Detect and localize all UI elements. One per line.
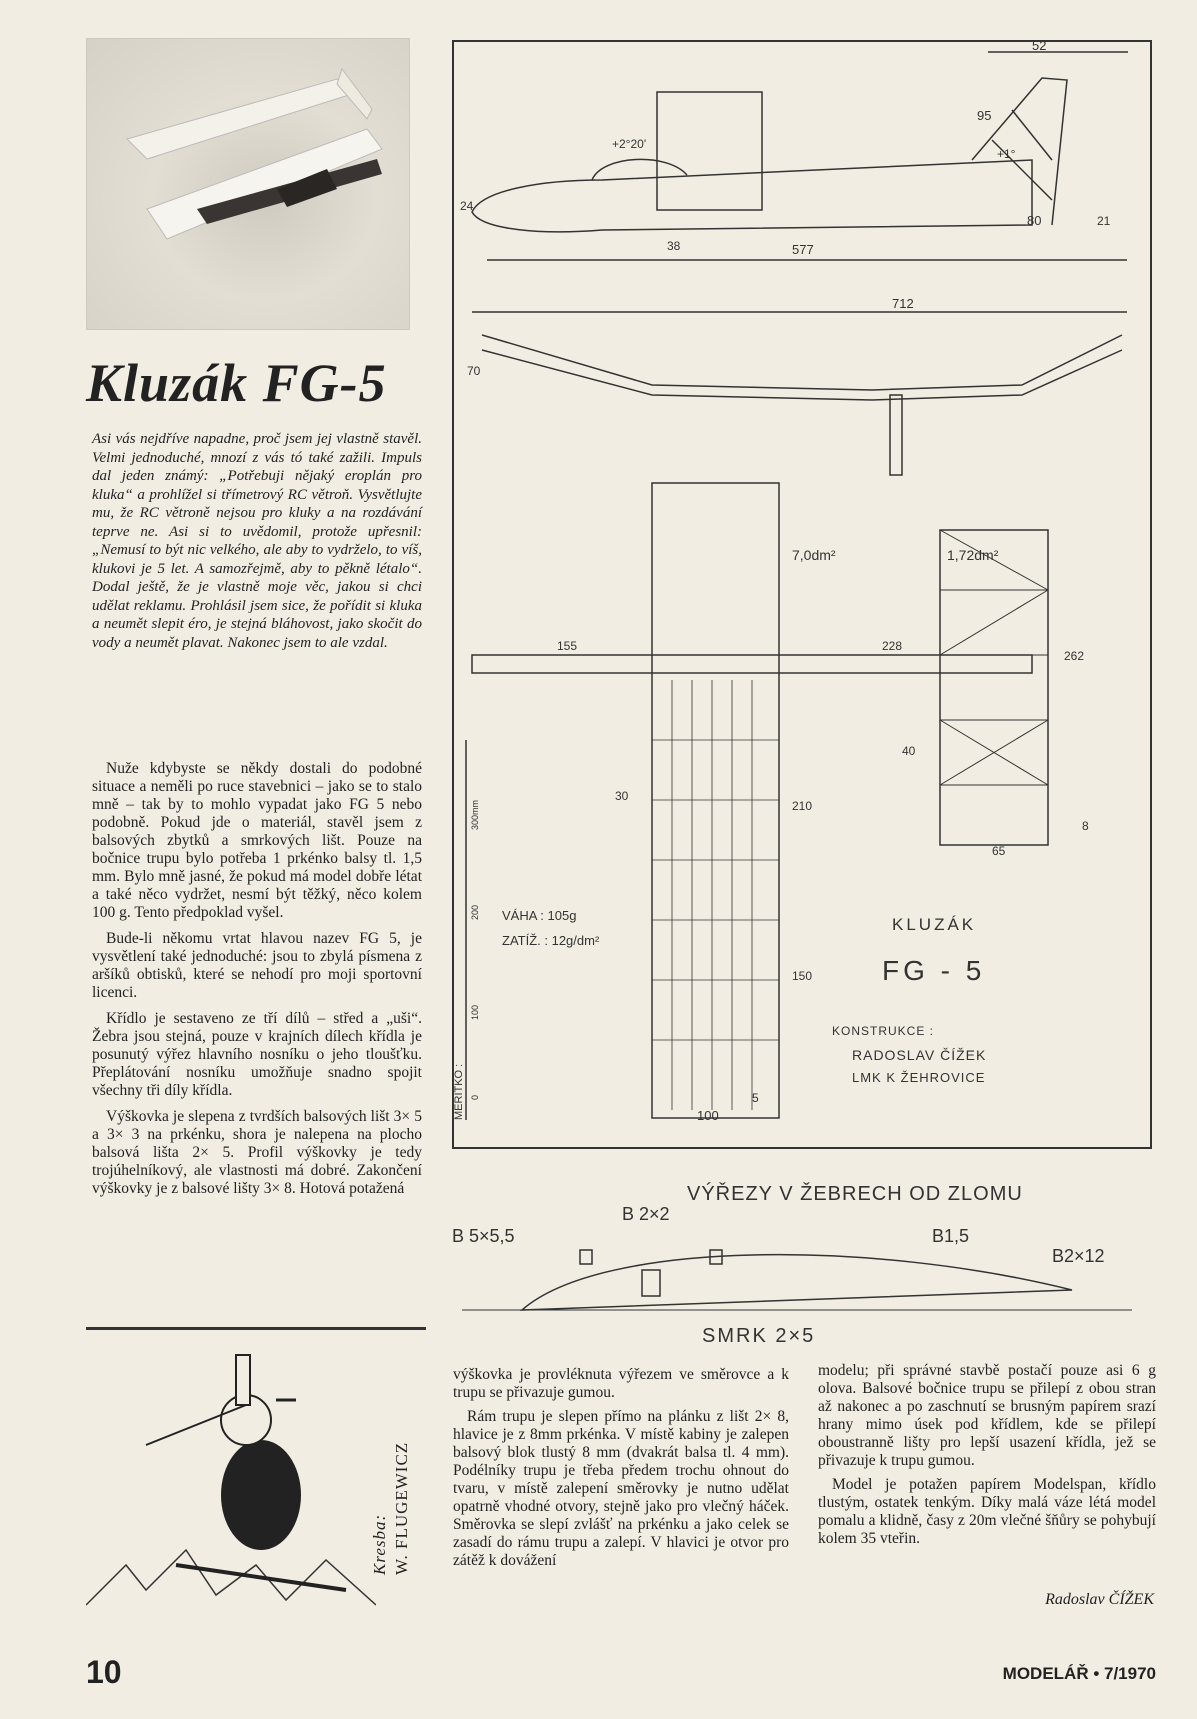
dim-label: 70 (467, 364, 481, 378)
dim-label: 95 (977, 108, 992, 123)
cartoon-credit-name: W. FLUGEWICZ (392, 1441, 411, 1575)
dim-label: 24 (460, 199, 474, 213)
magazine-footer: MODELÁŘ • 7/1970 (1002, 1664, 1156, 1683)
glider-photo-illustration (87, 39, 409, 329)
dim-label: 712 (892, 296, 914, 311)
dim-label: 80 (1027, 213, 1042, 228)
model-label: KLUZÁK (892, 915, 977, 934)
paragraph: Bude-li někomu vrtat hlavou nazev FG 5, je vysvětlení také jednoduché: jsou to zbylá písmena z aršíků obtisků, které se nehodí pro moji sportovní licenci. (92, 930, 422, 1001)
load-label: ZATÍŽ. : 12g/dm² (502, 933, 600, 948)
dim-label: 100 (697, 1108, 719, 1123)
rib-title: VÝŘEZY V ŽEBRECH OD ZLOMU (687, 1183, 1023, 1205)
rib-label: B1,5 (932, 1226, 970, 1246)
designer-name: RADOSLAV ČÍŽEK (852, 1047, 987, 1063)
rib-section (452, 1170, 1152, 1355)
dim-label: 228 (882, 639, 903, 653)
article-intro: Asi vás nejdříve napadne, proč jsem jej vlastně stavěl. Velmi jednoduché, mnozí z vás tó také zažili. Impuls dal jeden známý: „Potřebuji nějaký eroplán pro kluka“ a prohlížel si třímetrový RC větroň. Vysvětlujte mu, že RC větroně nejsou pro kluky a na rozdávání teprve ne. Asi si to uvědomil, protože upřesnil: „Nemusí to být nic velkého, ale aby to vydrželo, to víš, klukovi je 5 let. A samozřejmě, aby to pěkně létalo“. Dodal ještě, že je vlastně moje věc, jakou si chci udělat reklamu. Prohlásil jsem sice, že pořídit si kluka a neumět slepit éro, je stejná bláhovost, jako skočit do vody a neumět plavat. Nakonec jsem to ale vzdal. (92, 431, 422, 651)
model-photo (86, 38, 410, 330)
dim-label: 5 (752, 1091, 759, 1105)
technical-drawing (452, 40, 1148, 1145)
scale-300: 300mm (470, 799, 480, 830)
dim-label: 150 (792, 969, 813, 983)
cartoon-credit (370, 1345, 410, 1585)
rib-label: B 2×2 (622, 1204, 670, 1224)
paragraph: Rám trupu je slepen přímo na plánku z lišt 2× 8, hlavice je z 8mm prkénka. V místě kabiny je zalepen balsový blok tlustý 8 mm (dvakrát balsa tl. 4 mm). Podélníky trupu je třeba předem trochu ohnout do tvaru, v místě zalepení směrovky je nutno udělat opatrně vhodné otvory, stejně jako pro vlečný háček. Směrovka se slepí zvlášť na prkénku a jako celek se zasadí do rámu trupu a zalepí. V hlavici je otvor pro zátěž k dovážení (453, 1408, 789, 1569)
text-column-2 (453, 1366, 789, 1576)
dim-label: +1° (997, 147, 1016, 161)
column-divider (86, 1327, 426, 1330)
cartoon-credit-label: Kresba: (370, 1513, 389, 1575)
scale-200: 200 (470, 904, 480, 920)
paragraph: Výškovka je slepena z tvrdších balsových lišt 3× 5 a 3× 3 na prkénku, shora je nalepena na plocho balsová lišta 2× 5. Profil výškovky je tedy trojúhelníkový, ale vlastnosti má dobré. Zakončení výškovky je z balsové lišty 3× 8. Hotová potažená (92, 1108, 422, 1197)
rib-label: SMRK 2×5 (702, 1325, 816, 1347)
dim-label: 155 (557, 639, 578, 653)
cartoon-illustration (86, 1335, 376, 1610)
rib-label: B2×12 (1052, 1246, 1105, 1266)
scale-label: MĚŘÍTKO : (453, 1063, 465, 1120)
wing-area: 7,0dm² (792, 547, 836, 563)
dim-label: +2°20' (612, 137, 647, 151)
dim-label: 52 (1032, 40, 1047, 53)
dim-label: 30 (615, 789, 629, 803)
weight-label: VÁHA : 105g (502, 908, 577, 923)
dim-label: 262 (1064, 649, 1085, 663)
scale-100: 100 (470, 1004, 480, 1020)
paragraph: Křídlo je sestaveno ze tří dílů – střed a „uši“. Žebra jsou stejná, pouze v krajních dílech křídla je posunutý výřez hlavního nosníku o jeho tloušťku. Přeplátování nosníku umožňuje snadno spojit všechny tři díly křídla. (92, 1010, 422, 1099)
article-author: Radoslav ČÍŽEK (1045, 1591, 1154, 1608)
dim-label: 577 (792, 242, 814, 257)
dim-label: 8 (1082, 819, 1089, 833)
club-name: LMK K ŽEHROVICE (852, 1070, 986, 1085)
scale-0: 0 (470, 1094, 480, 1100)
paragraph: výškovka je provléknuta výřezem ve směrovce a k trupu se přivazuje gumou. (453, 1366, 789, 1401)
dim-label: 210 (792, 799, 813, 813)
page-number: 10 (86, 1654, 122, 1690)
paragraph: modelu; při správné stavbě postačí pouze asi 6 g olova. Balsové bočnice trupu se přilepí z obou stran až nakonec a po zaschnutí se brusným papírem srazí hrany mimo úsek pod křídlem, kde se přilepí oboustranně lišty pro lepší usazení křídla, jež se přivazuje k trupu gumou. (818, 1362, 1156, 1469)
article-title: Kluzák FG-5 (86, 353, 387, 413)
paragraph: Model je potažen papírem Modelspan, křídlo tlustým, ostatek tenkým. Díky malá váze létá model pomalu a klidně, časy z 20m vlečné šňůry se pohybují kolem 35 vteřin. (818, 1476, 1156, 1547)
model-name: FG - 5 (882, 955, 986, 986)
rib-label: B 5×5,5 (452, 1226, 515, 1246)
text-column-3 (818, 1362, 1156, 1554)
design-label: KONSTRUKCE : (832, 1024, 935, 1038)
dim-label: 21 (1097, 214, 1111, 228)
paragraph: Nuže kdybyste se někdy dostali do podobné situace a neměli po ruce stavebnici – jako se to stalo mně – tak by to mohlo vypadat jako FG 5 nebo podobně. Pokud jde o materiál, stavěl jsem z balsových zbytků a smrkových lišt. Pouze na bočnice trupu bylo potřeba 1 prkénko balsy tl. 1,5 mm. Bylo mně jasné, že pokud má model dobře létat a také něco vydržet, nesmí být těžký, něco kolem 100 g. Tento předpoklad vyšel. (92, 760, 422, 921)
dim-label: 65 (992, 844, 1006, 858)
dim-label: 40 (902, 744, 916, 758)
tail-area: 1,72dm² (947, 547, 999, 563)
dim-label: 38 (667, 239, 681, 253)
text-column-1 (92, 760, 422, 1206)
